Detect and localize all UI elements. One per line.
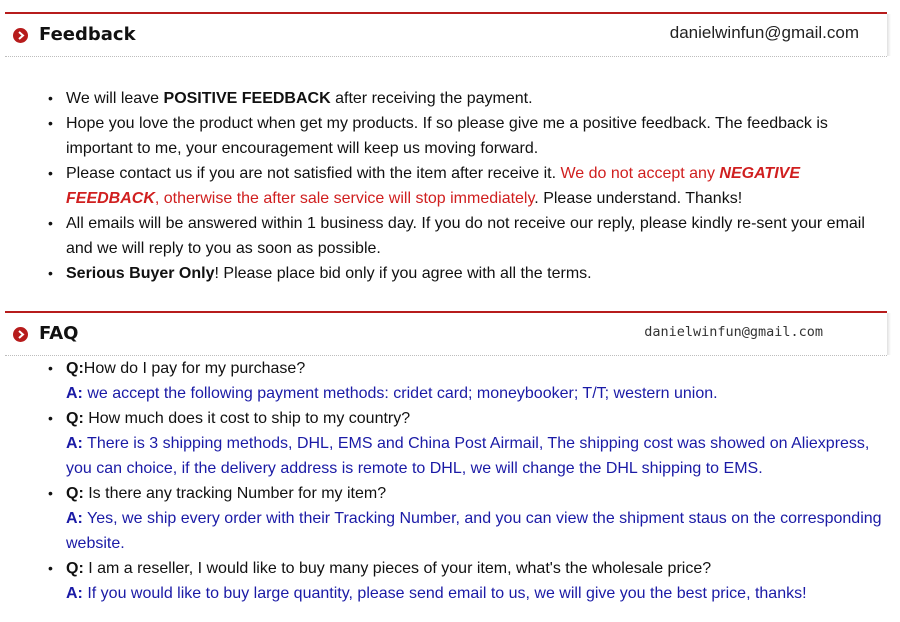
- question-text: Is there any tracking Number for my item?: [83, 485, 387, 502]
- feedback-item-4: • All emails will be answered within 1 business day. If you do not receive our reply, please kindly re-sent your email and we will reply to you as soon as possible.: [66, 211, 896, 261]
- faq-item-4: [66, 556, 896, 606]
- answer: A: There is 3 shipping methods, DHL, EMS and China Post Airmail, The shipping cost was showed on Aliexpress, you can choice, if the delivery address is remote to DHL, we will change the DHL shipping to EMS.: [66, 435, 870, 477]
- faq-title: FAQ: [39, 323, 79, 344]
- feedback-header: [5, 12, 887, 57]
- feedback-list: [48, 86, 896, 286]
- faq-item-2: [66, 406, 896, 481]
- answer: A: Yes, we ship every order with their Tracking Number, and you can view the shipment staus on the corresponding website.: [66, 510, 882, 552]
- question-text: How much does it cost to ship to my country?: [83, 410, 411, 427]
- question-label: Q:: [66, 410, 84, 427]
- question-label: Q:: [66, 360, 84, 377]
- question-text: How do I pay for my purchase?: [83, 360, 306, 377]
- chevron-right-icon: [13, 28, 28, 43]
- question-label: Q:: [66, 485, 84, 502]
- question-text: I am a reseller, I would like to buy many pieces of your item, what's the wholesale price?: [83, 560, 712, 577]
- faq-item-1: [66, 356, 896, 406]
- feedback-item-3: • Please contact us if you are not satisfied with the item after receive it. We do not accept any NEGATIVE FEEDBACK, otherwise the after sale service will stop immediately. Please understand. Thanks!: [66, 161, 896, 211]
- faq-item-3: [66, 481, 896, 556]
- chevron-right-icon: [13, 327, 28, 342]
- faq-email: danielwinfun@gmail.com: [644, 324, 823, 340]
- answer: A: If you would like to buy large quantity, please send email to us, we will give you the best price, thanks!: [66, 585, 807, 602]
- question-label: Q:: [66, 560, 84, 577]
- feedback-item-5: • Serious Buyer Only! Please place bid only if you agree with all the terms.: [66, 261, 896, 286]
- feedback-title: Feedback: [39, 24, 136, 45]
- feedback-email: danielwinfun@gmail.com: [669, 23, 859, 42]
- faq-header: [5, 311, 887, 356]
- feedback-item-1: • We will leave POSITIVE FEEDBACK after receiving the payment.: [66, 86, 896, 111]
- feedback-item-2: • Hope you love the product when get my products. If so please give me a positive feedback. The feedback is important to me, your encouragement will keep us moving forward.: [66, 111, 896, 161]
- faq-list: [48, 356, 896, 606]
- answer: A: we accept the following payment methods: cridet card; moneybooker; T/T; western union.: [66, 385, 718, 402]
